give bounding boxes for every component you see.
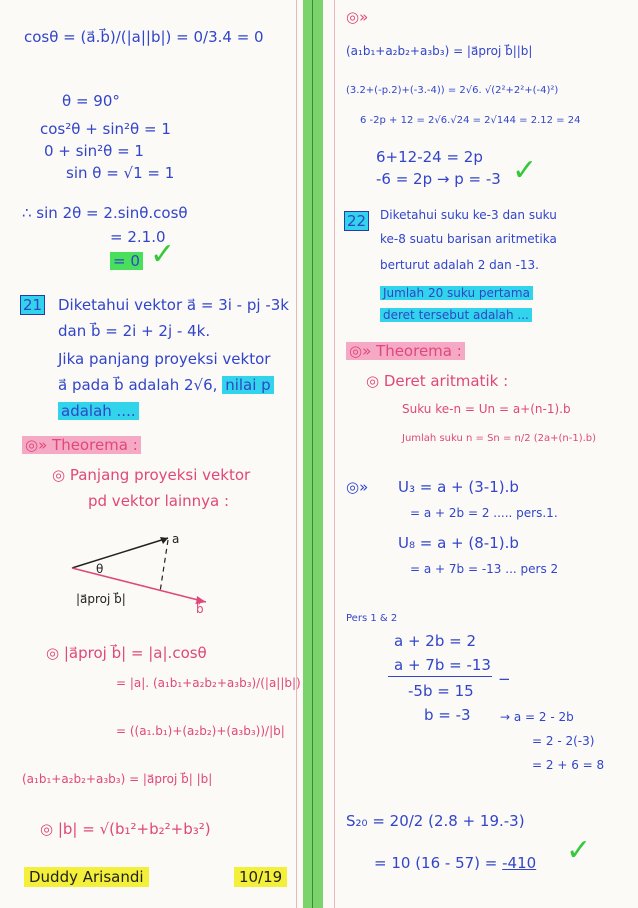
- subtraction-rule: [388, 676, 492, 677]
- q21-text-5: [58, 402, 139, 420]
- theorem-left-item-2: pd vektor lainnya :: [88, 492, 230, 510]
- line-sin-theta: sin θ = √1 = 1: [66, 164, 175, 182]
- q21-text-1: Diketahui vektor a⃗ = 3i - pj -3k: [58, 296, 289, 314]
- diagram-label-b: b⃗: [196, 602, 204, 616]
- line-sin-2theta-result: [110, 252, 143, 270]
- q22-text-5: [380, 306, 532, 324]
- result-zero: = 0: [110, 252, 143, 270]
- formula-proj-3: = ((a₁.b₁)+(a₂b₂)+(a₃b₃))/|b|: [116, 724, 285, 738]
- theorem-label-right: [346, 342, 465, 360]
- q21-question-highlight-1: nilai p: [222, 376, 274, 394]
- q22-text-4: [380, 284, 533, 302]
- question-22-number: [344, 212, 369, 230]
- q21-number-box: 21: [20, 295, 45, 315]
- equation-5: → a = 2 - 2b: [500, 710, 574, 724]
- q21-question-highlight-2: adalah ....: [58, 402, 139, 420]
- theorem-right-item-2: Suku ke-n = Un = a+(n-1).b: [402, 402, 571, 416]
- line-identity: cos²θ + sin²θ = 1: [40, 120, 171, 138]
- sum-line-2-text: = 10 (16 - 57) =: [374, 854, 498, 872]
- theorem-label-left: [22, 436, 141, 454]
- checkmark-icon: ✓: [150, 237, 176, 272]
- q21-text-4: [58, 376, 274, 394]
- diagram-label-a: a: [172, 532, 180, 546]
- theorem-right-item-1: ◎ Deret aritmatik :: [366, 372, 509, 390]
- right-line-4: 6+12-24 = 2p: [376, 148, 483, 166]
- theorem-right-item-3: Jumlah suku n = Sn = n/2 (2a+(n-1).b): [402, 433, 597, 444]
- question-21-number: [20, 296, 45, 314]
- right-line-5: -6 = 2p → p = -3: [376, 170, 501, 188]
- line-identity-sub: 0 + sin²θ = 1: [44, 142, 144, 160]
- page-number: [234, 868, 287, 886]
- q22-number-box: 22: [344, 211, 369, 231]
- line-theta-90: θ = 90°: [62, 92, 120, 110]
- q22-question-highlight-2: deret tersebut adalah ...: [380, 308, 532, 322]
- notebook-spine: [303, 0, 323, 908]
- work-marker: ◎»: [346, 478, 369, 496]
- q22-text-2: ke-8 suatu barisan aritmetika: [380, 232, 557, 246]
- equation-3: -5b = 15: [408, 682, 474, 700]
- work-u3-simplified: = a + 2b = 2 ..... pers.1.: [410, 506, 558, 520]
- right-margin-rule: [334, 0, 335, 908]
- q22-text-1: Diketahui suku ke-3 dan suku: [380, 208, 557, 222]
- equation-4: b = -3: [424, 706, 471, 724]
- work-u8: U₈ = a + (8-1).b: [398, 534, 519, 552]
- theorem-label-left-text: ◎» Theorema :: [22, 436, 141, 454]
- checkmark-icon-final: ✓: [566, 833, 592, 868]
- spine-line: [312, 0, 313, 908]
- equation-7: = 2 + 6 = 8: [532, 758, 605, 772]
- author-name: [24, 868, 149, 886]
- checkmark-icon-right: ✓: [512, 153, 538, 188]
- equation-6: = 2 - 2(-3): [532, 734, 595, 748]
- right-line-3: 6 -2p + 12 = 2√6.√24 = 2√144 = 2.12 = 24: [360, 115, 581, 126]
- equation-2: a + 7b = -13: [394, 656, 491, 674]
- line-cos-theta: cosθ = (a⃗.b⃗)/(|a||b|) = 0/3.4 = 0: [24, 28, 264, 46]
- work-u3: U₃ = a + (3-1).b: [398, 478, 519, 496]
- formula-proj-2: = |a|. (a₁b₁+a₂b₂+a₃b₃)/(|a||b|): [116, 676, 301, 690]
- theorem-label-right-text: ◎» Theorema :: [346, 342, 465, 360]
- sum-result: -410: [502, 854, 537, 872]
- right-line-1: (a₁b₁+a₂b₂+a₃b₃) = |a⃗proj b⃗||b|: [346, 44, 533, 58]
- theorem-left-item-1: ◎ Panjang proyeksi vektor: [52, 466, 251, 484]
- subtraction-sign: −: [498, 670, 511, 688]
- formula-proj-4: (a₁b₁+a₂b₂+a₃b₃) = |a⃗proj b⃗| |b|: [22, 772, 213, 786]
- sum-line-1: S₂₀ = 20/2 (2.8 + 19.-3): [346, 812, 525, 830]
- diagram-label-proj: |a⃗proj b⃗|: [76, 592, 126, 606]
- q21-text-2: dan b⃗ = 2i + 2j - 4k.: [58, 322, 211, 340]
- q22-question-highlight-1: Jumlah 20 suku pertama: [380, 286, 533, 300]
- formula-norm-b: ◎ |b| = √(b₁²+b₂²+b₃²): [40, 820, 211, 838]
- q21-text-3: Jika panjang proyeksi vektor: [58, 350, 271, 368]
- sum-line-2: [374, 854, 536, 872]
- diagram-label-theta: θ: [96, 562, 104, 576]
- line-sin-2theta: ∴ sin 2θ = 2.sinθ.cosθ: [22, 204, 188, 222]
- work-u8-simplified: = a + 7b = -13 ... pers 2: [410, 562, 559, 576]
- equation-1: a + 2b = 2: [394, 632, 477, 650]
- formula-proj-1: ◎ |a⃗proj b⃗| = |a|.cosθ: [46, 644, 207, 662]
- equations-label: Pers 1 & 2: [346, 613, 398, 624]
- line-sin-2theta-sub: = 2.1.0: [110, 228, 166, 246]
- left-margin-rule: [296, 0, 297, 908]
- q21-text-4-main: a⃗ pada b⃗ adalah 2√6,: [58, 376, 218, 394]
- right-line-2: (3.2+(-p.2)+(-3.-4)) = 2√6. √(2²+2²+(-4)²): [346, 85, 559, 96]
- page-number-highlight: 10/19: [234, 867, 287, 887]
- author-highlight: Duddy Arisandi: [24, 867, 149, 887]
- q22-text-3: berturut adalah 2 dan -13.: [380, 258, 539, 272]
- right-section-marker-top: ◎»: [346, 8, 369, 26]
